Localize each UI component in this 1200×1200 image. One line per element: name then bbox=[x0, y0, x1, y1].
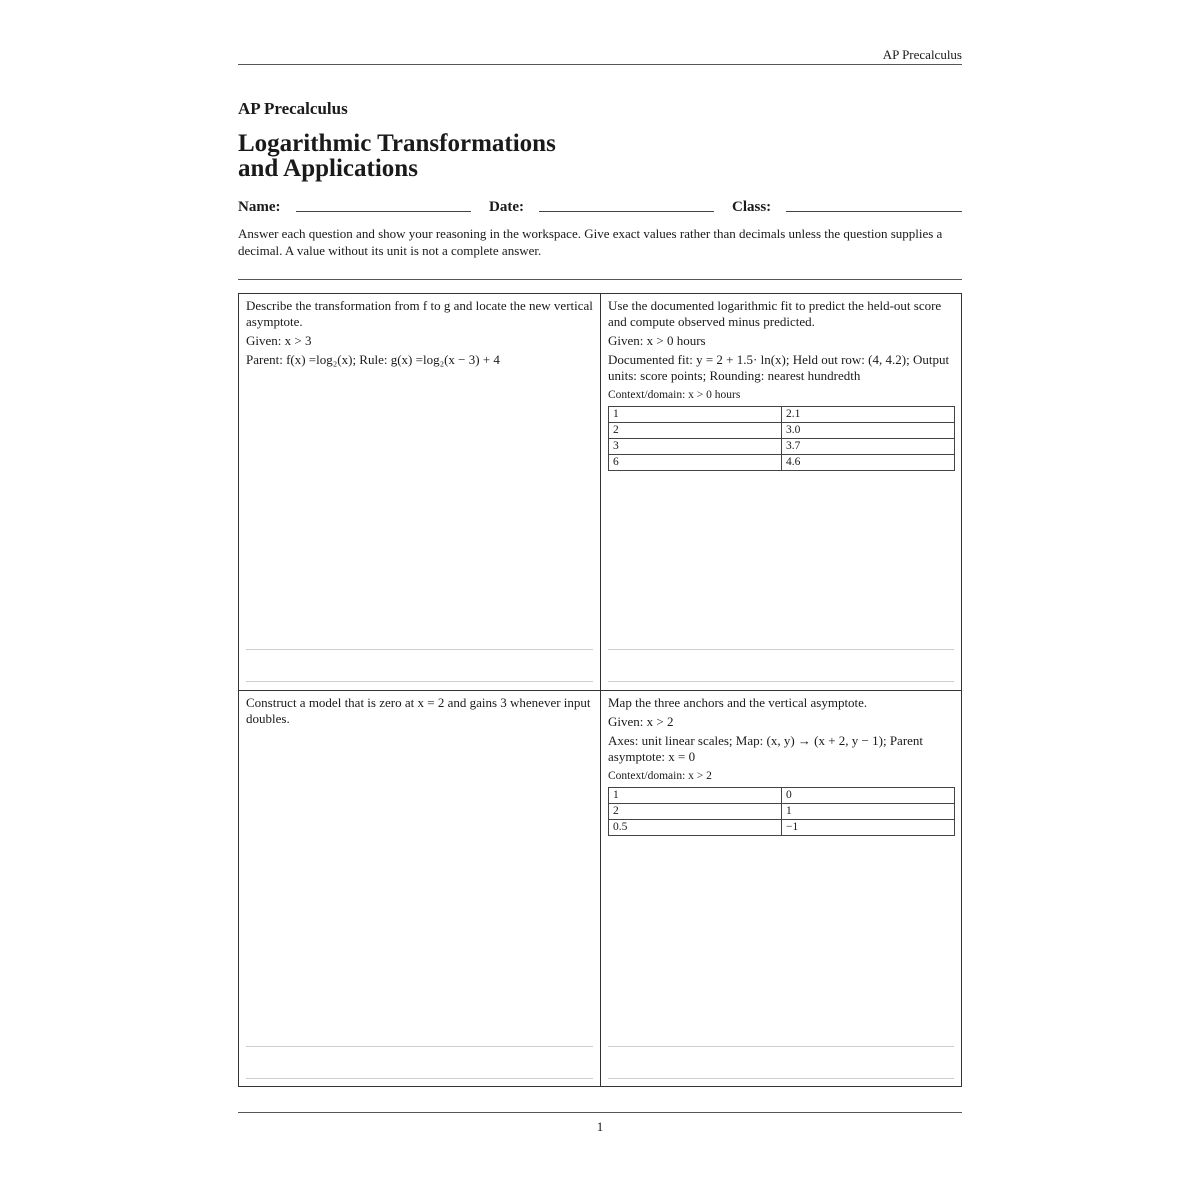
question-1-given: Given: x > 3 bbox=[246, 333, 312, 348]
table-cell: 0.5 bbox=[609, 820, 782, 836]
question-4-answer-line[interactable] bbox=[608, 1046, 954, 1047]
question-2 bbox=[608, 298, 956, 471]
page-number: 1 bbox=[596, 1119, 604, 1134]
question-grid bbox=[238, 293, 962, 1087]
question-4-detail: Axes: unit linear scales; Map: (x, y) → (x + 2, y − 1); Parent asymptote: x = 0 bbox=[608, 733, 924, 764]
table-row bbox=[609, 439, 955, 455]
table-cell: 3 bbox=[609, 439, 782, 455]
table-row bbox=[609, 804, 955, 820]
question-1-answer-line[interactable] bbox=[246, 649, 593, 650]
question-1 bbox=[246, 298, 596, 371]
question-1-detail: Parent: f(x) =log₂(x); Rule: g(x) =log₂(x − 3) + 4 bbox=[246, 352, 500, 367]
question-4-prompt: Map the three anchors and the vertical asymptote. bbox=[608, 695, 868, 710]
header-rule bbox=[238, 64, 962, 65]
question-2-prompt: Use the documented logarithmic fit to predict the held-out score and compute observed minus predicted. bbox=[608, 298, 942, 329]
table-cell: 6 bbox=[609, 455, 782, 471]
table-row bbox=[609, 820, 955, 836]
name-field[interactable] bbox=[296, 211, 471, 212]
question-4 bbox=[608, 695, 956, 836]
question-4-given: Given: x > 2 bbox=[608, 714, 674, 729]
date-field[interactable] bbox=[539, 211, 714, 212]
running-header: AP Precalculus bbox=[882, 47, 962, 62]
question-2-detail: Documented fit: y = 2 + 1.5· ln(x); Held out row: (4, 4.2); Output units: score points; Rounding: nearest hundredth bbox=[608, 352, 950, 383]
worksheet-page bbox=[238, 0, 962, 1200]
question-4-data-table bbox=[608, 787, 955, 836]
table-cell: 2 bbox=[609, 423, 782, 439]
question-2-context: Context/domain: x > 0 hours bbox=[608, 389, 741, 401]
page-title bbox=[238, 131, 658, 181]
table-row bbox=[609, 455, 955, 471]
table-cell: 0 bbox=[782, 788, 955, 804]
question-1-answer-line[interactable] bbox=[246, 681, 593, 682]
question-4-answer-line[interactable] bbox=[608, 1078, 954, 1079]
instructions-rule bbox=[238, 279, 962, 280]
question-3-answer-line[interactable] bbox=[246, 1046, 593, 1047]
question-1-prompt: Describe the transformation from f to g and locate the new vertical asymptote. bbox=[246, 298, 593, 329]
instructions: Answer each question and show your reasoning in the workspace. Give exact values rather than decimals unless the question supplies a decimal. A value without its unit is not a complete answer. bbox=[238, 226, 943, 258]
question-2-given: Given: x > 0 hours bbox=[608, 333, 706, 348]
question-3 bbox=[246, 695, 596, 730]
table-cell: −1 bbox=[782, 820, 955, 836]
table-cell: 2.1 bbox=[782, 407, 955, 423]
table-cell: 1 bbox=[782, 804, 955, 820]
question-2-data-table bbox=[608, 406, 955, 471]
question-3-prompt: Construct a model that is zero at x = 2 and gains 3 whenever input doubles. bbox=[246, 695, 591, 726]
table-cell: 1 bbox=[609, 788, 782, 804]
course-name: AP Precalculus bbox=[238, 99, 348, 118]
table-cell: 3.0 bbox=[782, 423, 955, 439]
question-3-answer-line[interactable] bbox=[246, 1078, 593, 1079]
question-2-answer-line[interactable] bbox=[608, 681, 954, 682]
title-line-1: Logarithmic Transformations bbox=[238, 130, 556, 157]
student-info-fields bbox=[238, 199, 962, 215]
table-row bbox=[609, 423, 955, 439]
title-line-2: and Applications bbox=[238, 155, 418, 182]
question-2-answer-line[interactable] bbox=[608, 649, 954, 650]
table-cell: 4.6 bbox=[782, 455, 955, 471]
table-row bbox=[609, 407, 955, 423]
name-label: Name: bbox=[238, 199, 281, 215]
table-row bbox=[609, 788, 955, 804]
table-cell: 1 bbox=[609, 407, 782, 423]
date-label: Date: bbox=[489, 199, 524, 215]
class-field[interactable] bbox=[786, 211, 962, 212]
footer-rule bbox=[238, 1112, 962, 1113]
class-label: Class: bbox=[732, 199, 772, 215]
grid-horizontal-divider bbox=[239, 690, 961, 691]
question-4-context: Context/domain: x > 2 bbox=[608, 770, 712, 782]
table-cell: 3.7 bbox=[782, 439, 955, 455]
table-cell: 2 bbox=[609, 804, 782, 820]
